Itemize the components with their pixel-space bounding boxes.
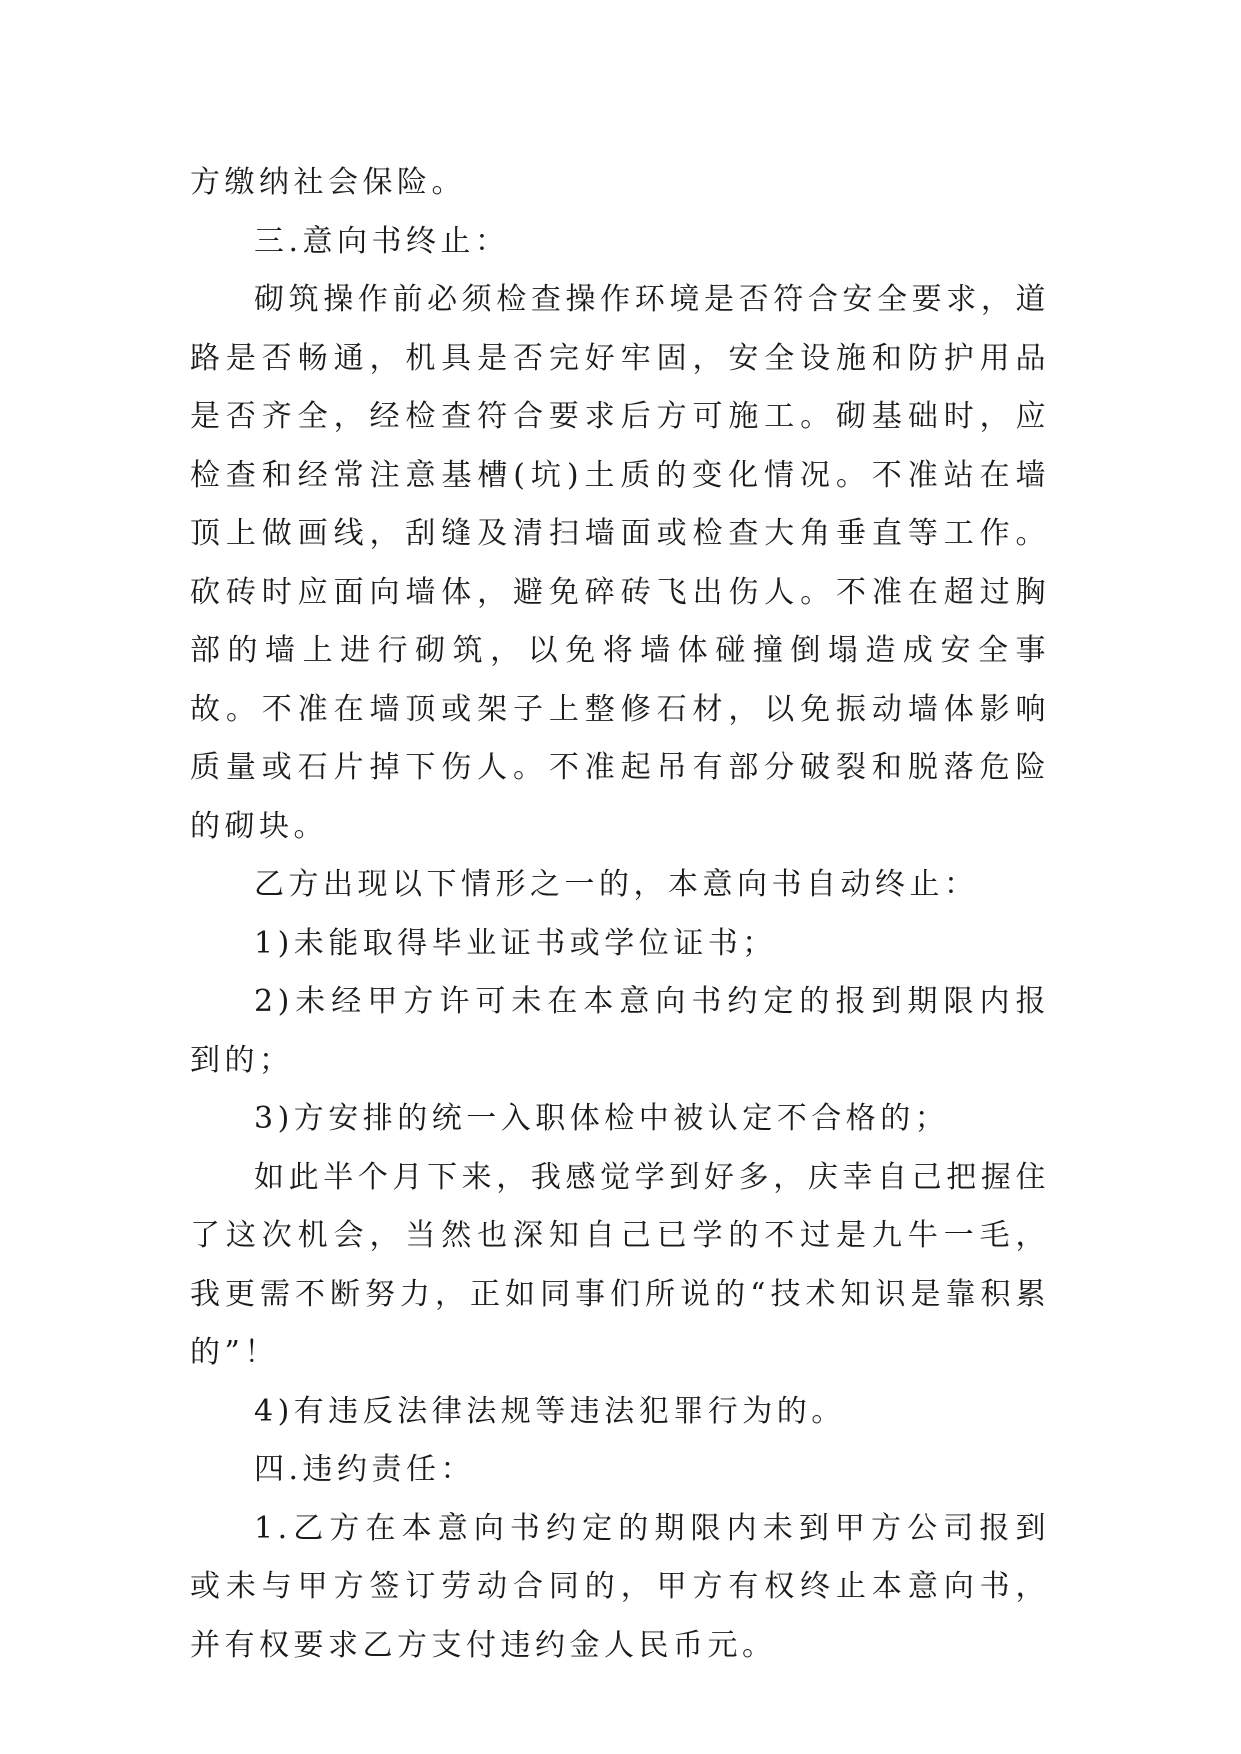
paragraph-masonry-safety: 砌筑操作前必须检查操作环境是否符合安全要求，道路是否畅通，机具是否完好牢固，安全设施和防护用品是否齐全，经检查符合要求后方可施工。砌基础时，应检查和经常注意基槽(坑)土质的变化情况。不准站在墙顶上做画线，刮缝及清扫墙面或检查大角垂直等工作。砍砖时应面向墙体，避免碎砖飞出伤人。不准在超过胸部的墙上进行砌筑，以免将墙体碰撞倒塌造成安全事故。不准在墙顶或架子上整修石材，以免振动墙体影响质量或石片掉下伤人。不准起吊有部分破裂和脱落危险的砌块。 — [190, 282, 1050, 844]
list-item-3: 3)方安排的统一入职体检中被认定不合格的； — [254, 1101, 950, 1136]
heading-breach-liability: 四.违约责任： — [254, 1452, 476, 1487]
paragraph-reflection: 如此半个月下来，我感觉学到好多，庆幸自己把握住了这次机会，当然也深知自己已学的不过是九牛一毛，我更需不断努力，正如同事们所说的“技术知识是靠积累的”！ — [190, 1159, 1050, 1370]
paragraph-breach-clause-1: 1.乙方在本意向书约定的期限内未到甲方公司报到或未与甲方签订劳动合同的，甲方有权终止本意向书，并有权要求乙方支付违约金人民币元。 — [190, 1510, 1050, 1663]
heading-termination: 三.意向书终止： — [254, 223, 510, 259]
list-item-1: 1)未能取得毕业证书或学位证书； — [254, 925, 777, 961]
paragraph-termination-conditions: 乙方出现以下情形之一的，本意向书自动终止： — [254, 867, 979, 902]
paragraph-social-insurance: 方缴纳社会保险。 — [190, 165, 466, 200]
document-body — [190, 154, 1050, 1675]
list-item-2: 2)未经甲方许可未在本意向书约定的报到期限内报到的； — [190, 984, 1050, 1078]
list-item-4: 4)有违反法律法规等违法犯罪行为的。 — [254, 1393, 846, 1429]
